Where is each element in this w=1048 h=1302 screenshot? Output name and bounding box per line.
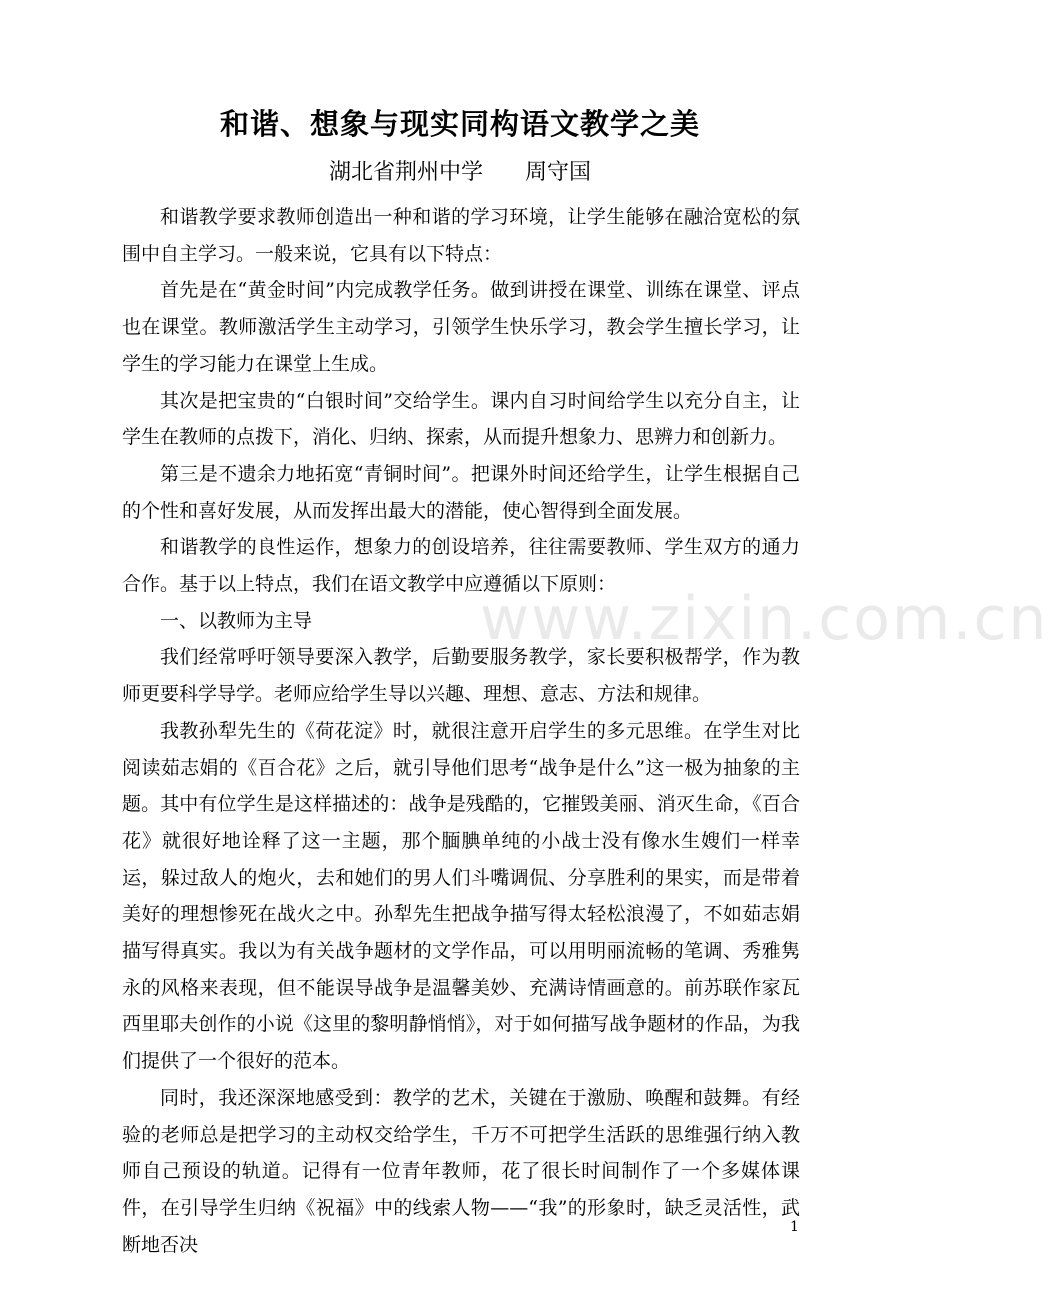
paragraph: 同时，我还深深地感受到：教学的艺术，关键在于激励、唤醒和鼓舞。有经验的老师总是把学习的主动权交给学生，千万不可把学生活跃的思维强行纳入教师自己预设的轨道。记得有一位青年教师，花了很长时间制作了一个多媒体课件，在引导学生归纳《祝福》中的线索人物——“我”的形象时，缺乏灵活性，武断地否决	[122, 1086, 800, 1256]
paragraph: 和谐教学的良性运作，想象力的创设培养，往往需要教师、学生双方的通力合作。基于以上特点，我们在语文教学中应遵循以下原则：	[122, 536, 800, 596]
paragraph: 我们经常呼吁领导要深入教学，后勤要服务教学，家长要积极帮学，作为教师更要科学导学。老师应给学生导以兴趣、理想、意志、方法和规律。	[122, 646, 800, 706]
author-byline	[0, 156, 920, 190]
page-number: 1	[790, 1219, 799, 1235]
paragraph: 其次是把宝贵的“白银时间”交给学生。课内自习时间给学生以充分自主，让学生在教师的点拨下，消化、归纳、探索，从而提升想象力、思辨力和创新力。	[122, 389, 800, 449]
paragraph: 第三是不遗余力地拓宽“青铜时间”。把课外时间还给学生，让学生根据自己的个性和喜好发展，从而发挥出最大的潜能，使心智得到全面发展。	[122, 462, 800, 522]
author-school: 湖北省荆州中学	[328, 160, 483, 185]
paragraph: 首先是在“黄金时间”内完成教学任务。做到讲授在课堂、训练在课堂、评点也在课堂。教师激活学生主动学习，引领学生快乐学习，教会学生擅长学习，让学生的学习能力在课堂上生成。	[122, 279, 800, 375]
paragraph: 和谐教学要求教师创造出一种和谐的学习环境，让学生能够在融洽宽松的氛围中自主学习。一般来说，它具有以下特点：	[122, 206, 800, 265]
document-title: 和谐、想象与现实同构语文教学之美	[219, 107, 700, 141]
section-heading: 一、以教师为主导	[160, 609, 313, 632]
watermark: www.zixin.com.cn	[480, 584, 1048, 654]
paragraph: 我教孙犁先生的《荷花淀》时，就很注意开启学生的多元思维。在学生对比阅读茹志娟的《百合花》之后，就引导他们思考“战争是什么”这一极为抽象的主题。其中有位学生是这样描述的：战争是残酷的，它摧毁美丽、消灭生命，《百合花》就很好地诠释了这一主题，那个腼腆单纯的小战士没有像水生嫂们一样幸运，躲过敌人的炮火，去和她们的男人们斗嘴调侃、分享胜利的果实，而是带着美好的理想惨死在战火之中。孙犁先生把战争描写得太轻松浪漫了，不如茹志娟描写得真实。我以为有关战争题材的文学作品，可以用明丽流畅的笔调、秀雅隽永的风格来表现，但不能误导战争是温馨美妙、充满诗情画意的。前苏联作家瓦西里耶夫创作的小说《这里的黎明静悄悄》，对于如何描写战争题材的作品，为我们提供了一个很好的范本。	[122, 719, 800, 1073]
author-name: 周守国	[525, 160, 592, 185]
document-body	[122, 199, 800, 1263]
